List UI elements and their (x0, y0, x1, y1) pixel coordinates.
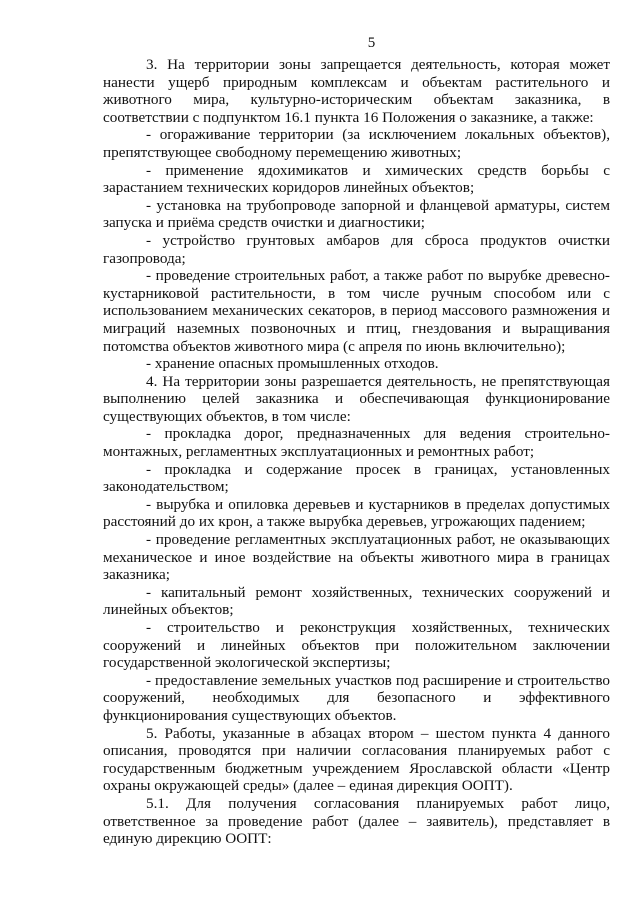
paragraph-4-permitted-activities: 4. На территории зоны разрешается деятельность, не препятствующая выполнению целей заказника и обеспечивающая функционирование существующих объектов, в том числе: (103, 372, 610, 425)
list-item-capital-repair: - капитальный ремонт хозяйственных, технических сооружений и линейных объектов; (103, 583, 610, 619)
list-item-land-allocation: - предоставление земельных участков под расширение и строительство сооружений, необходимых для безопасного и эффективного функционирования существующих объектов. (103, 671, 610, 724)
list-item-roads: - прокладка дорог, предназначенных для ведения строительно-монтажных, регламентных эксплуатационных и ремонтных работ; (103, 425, 610, 461)
list-item-ground-pits: - устройство грунтовых амбаров для сброса продуктов очистки газопровода; (103, 231, 610, 267)
list-item-fencing: - огораживание территории (за исключением локальных объектов), препятствующее свободному перемещению животных; (103, 126, 610, 161)
document-page (103, 34, 610, 848)
list-item-pesticides: - применение ядохимикатов и химических средств борьбы с зарастанием технических коридоров линейных объектов; (103, 161, 610, 197)
page-number: 5 (367, 35, 376, 51)
paragraph-5-approval: 5. Работы, указанные в абзацах втором – шестом пункта 4 данного описания, проводятся при наличии согласования планируемых работ с государственным бюджетным учреждением Ярославской области «Центр охраны окружающей среды» (далее – единая дирекция ООПТ). (103, 724, 610, 795)
paragraph-3-prohibited-activities: 3. На территории зоны запрещается деятельность, которая может нанести ущерб природным комплексам и объектам растительного и животного мира, культурно-историческим объектам заказника, в соответствии с подпунктом 16.1 пункта 16 Положения о заказнике, а также: (103, 56, 610, 126)
paragraph-5-1-application: 5.1. Для получения согласования планируемых работ лицо, ответственное за проведение работ (далее – заявитель), представляет в единую дирекцию ООПТ: (103, 794, 610, 848)
list-item-clearings: - прокладка и содержание просек в границах, установленных законодательством; (103, 460, 610, 496)
list-item-tree-cutting: - вырубка и опиловка деревьев и кустарников в пределах допустимых расстояний до их крон, а также вырубка деревьев, угрожающих падением; (103, 495, 610, 531)
list-item-construction-period: - проведение строительных работ, а также работ по вырубке древесно-кустарниковой растительности, в том числе ручным способом или с использованием механических секаторов, в период массового размножения и миграций наземных позвоночных и птиц, гнездования и выращивания потомства объектов животного мира (с апреля по июнь включительно); (103, 267, 610, 355)
list-item-pipeline-valves: - установка на трубопроводе запорной и фланцевой арматуры, систем запуска и приёма средств очистки и диагностики; (103, 196, 610, 232)
list-item-hazardous-waste: - хранение опасных промышленных отходов. (146, 355, 439, 373)
list-item-reconstruction: - строительство и реконструкция хозяйственных, технических сооружений и линейных объектов при положительном заключении государственной экологической экспертизы; (103, 619, 610, 672)
list-item-maintenance: - проведение регламентных эксплуатационных работ, не оказывающих механическое и иное воздействие на объекты животного мира в границах заказника; (103, 531, 610, 584)
